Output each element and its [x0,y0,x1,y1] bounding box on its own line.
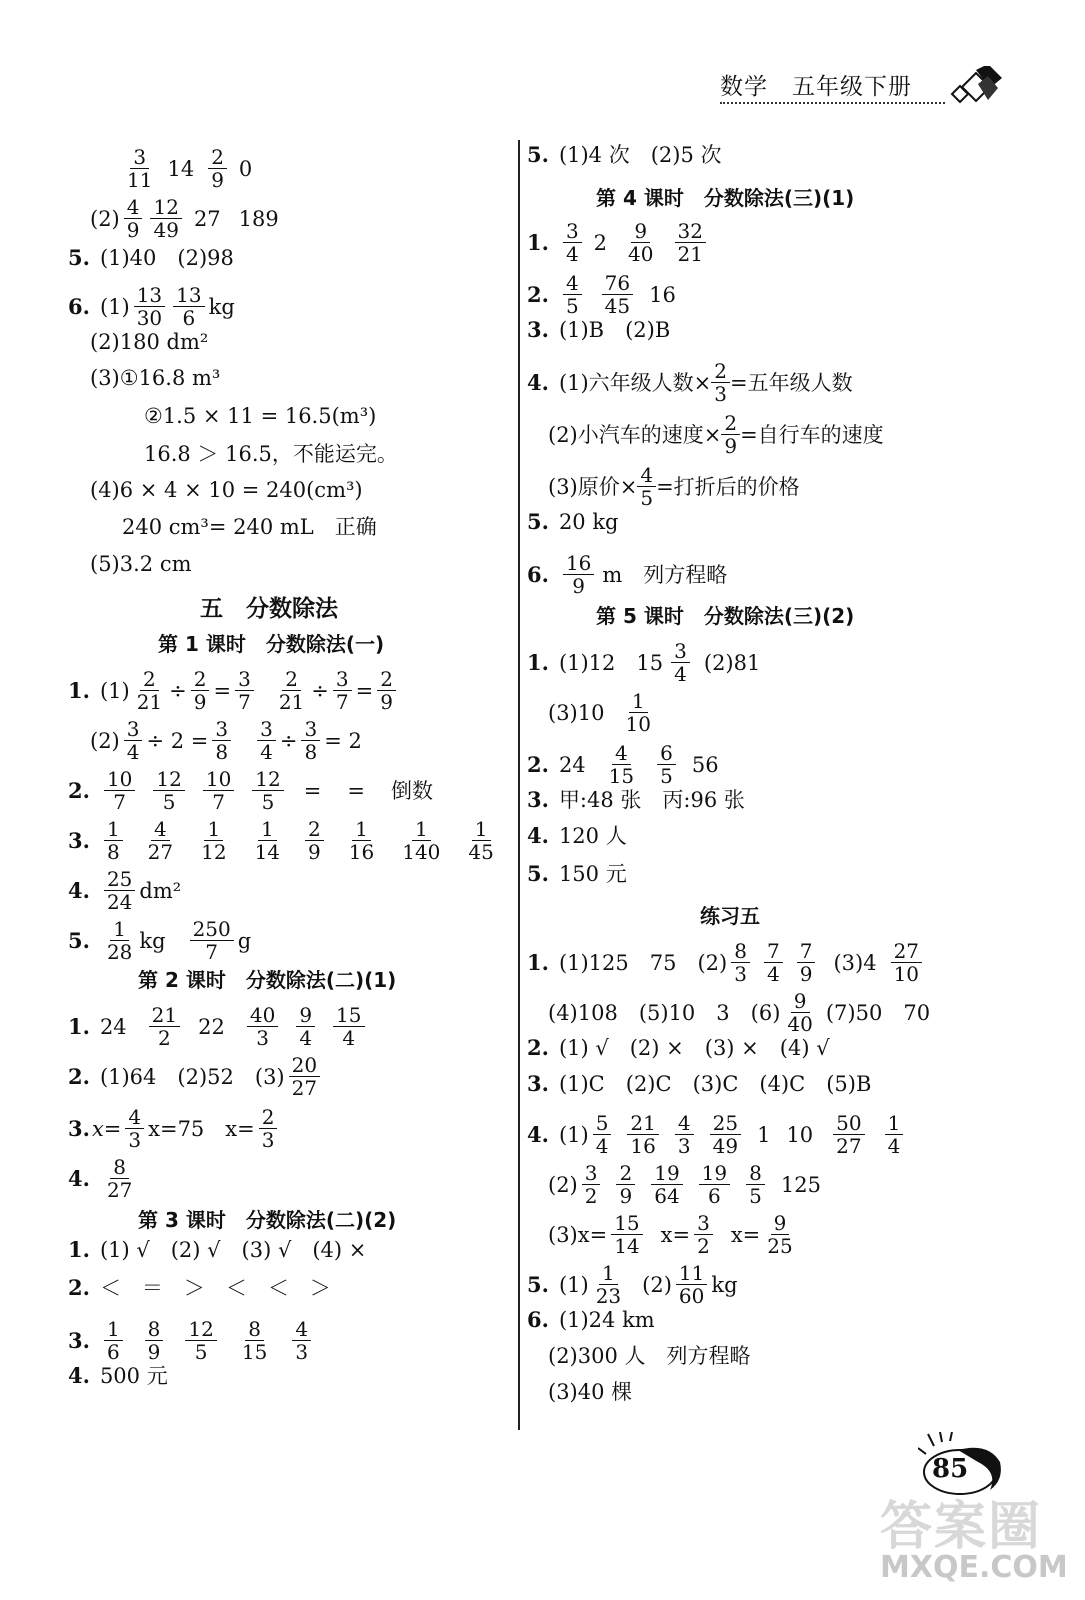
fraction: $\frac{16}{9}$ [563,552,594,597]
fraction: $\frac{8}{15}$ [241,1317,268,1364]
diamond-logo-icon [948,66,1004,108]
fraction: $\frac{3}{4}$ [257,718,276,763]
fraction: $\frac{2}{21}$ [278,667,305,714]
fraction: $\frac{2}{9}$ [305,818,324,863]
fraction: $\frac{2}{9}$ [208,146,227,191]
answer-line: 3. $\frac{1}{6}$ $\frac{8}{9}$ $\frac{12}{5}$ $\frac{8}{15}$ $\frac{4}{3}$ [68,1318,315,1363]
answer-line: $\frac{3}{11}$ 14 $\frac{2}{9}$ 0 [120,146,262,191]
fraction: $\frac{15}{14}$ [611,1212,642,1257]
fraction: $\frac{25}{49}$ [710,1112,741,1157]
fraction: $\frac{8}{27}$ [106,1155,133,1202]
answer-line: 2. $\frac{10}{7}$ $\frac{12}{5}$ $\frac{10}{7}$ $\frac{12}{5}$ = = 倒数 [68,767,433,814]
answer-line: 4. $\frac{8}{27}$ [68,1156,139,1201]
answer-line: 4. (1)六年级人数× $\frac{2}{3}$ =五年级人数 [527,359,853,406]
answer-line: (3)原价× $\frac{4}{5}$ =打折后的价格 [548,463,800,510]
fraction: $\frac{12}{5}$ [252,768,283,813]
fraction: $\frac{3}{4}$ [124,718,143,763]
fraction: $\frac{4}{15}$ [608,741,635,788]
column-divider [518,140,520,1430]
answer-line: 3. (1)C (2)C (3)C (4)C (5)B [527,1071,872,1096]
fraction: $\frac{2}{9}$ [721,412,740,457]
fraction: $\frac{50}{27}$ [833,1112,864,1157]
fraction: $\frac{3}{4}$ [563,220,582,265]
answer-line: (2) $\frac{4}{9}$ $\frac{12}{49}$ 27 189 [90,195,279,242]
fraction: $\frac{1}{4}$ [885,1112,904,1157]
fraction: $\frac{3}{7}$ [333,668,352,713]
fraction: $\frac{21}{2}$ [149,1004,180,1049]
fraction: $\frac{27}{10}$ [891,940,922,985]
fraction: $\frac{9}{25}$ [767,1211,793,1258]
watermark-text: 答案圈 [880,1497,1043,1557]
fraction: $\frac{19}{64}$ [651,1162,682,1207]
answer-line: (3)10 $\frac{1}{10}$ [548,690,658,735]
watermark-url: MXQE.COM [880,1550,1068,1585]
fraction: $\frac{21}{16}$ [627,1112,658,1157]
answer-line: 2. ＜ ＝ ＞ ＜ ＜ ＞ [68,1275,331,1300]
fraction: $\frac{1}{10}$ [625,689,651,736]
answer-line: 2. (1) √ (2) × (3) × (4) √ [527,1035,830,1060]
answer-line: (3)①16.8 m³ [90,366,221,390]
fraction: $\frac{9}{4}$ [296,1004,315,1049]
fraction: $\frac{6}{5}$ [657,742,676,787]
lesson-heading: 第 2 课时 分数除法(二)(1) [138,968,397,992]
answer-line: 3. x= $\frac{4}{3}$ x=75 x= $\frac{2}{3}$ [68,1106,281,1151]
fraction: $\frac{9}{40}$ [628,219,654,266]
fraction: $\frac{3}{11}$ [127,145,153,192]
fraction: $\frac{2}{3}$ [259,1106,278,1151]
fraction: $\frac{1}{12}$ [201,817,227,864]
fraction: $\frac{7}{9}$ [797,940,816,985]
lesson-heading: 第 1 课时 分数除法(一) [158,632,385,656]
fraction: $\frac{1}{14}$ [254,817,281,864]
fraction: $\frac{2}{3}$ [711,360,730,405]
answer-line: 4. 120 人 [527,823,627,848]
answer-line: 3. (1)B (2)B [527,317,671,342]
answer-line: ②1.5 × 11 = 16.5(m³) [144,404,377,428]
answer-line: 5. 150 元 [527,861,627,886]
fraction: $\frac{2}{9}$ [616,1162,635,1207]
answer-line: 1. (1)125 75 (2) $\frac{8}{3}$ $\frac{7}{4}$ $\frac{7}{9}$ (3)4 $\frac{27}{10}$ [527,940,926,985]
fraction: $\frac{8}{5}$ [746,1162,765,1207]
answer-line: 16.8 ＞ 16.5，不能运完。 [144,442,398,466]
lesson-heading: 第 4 课时 分数除法(三)(1) [596,186,855,210]
fraction: $\frac{9}{40}$ [787,989,813,1036]
answer-line: 5. (1)40 (2)98 [68,245,234,270]
answer-line: (3)40 棵 [548,1380,633,1404]
fraction: $\frac{3}{8}$ [301,718,320,763]
fraction: $\frac{1}{28}$ [106,917,133,964]
fraction: $\frac{3}{2}$ [694,1212,713,1257]
page-number: 85 [932,1454,969,1484]
answer-line: (2)小汽车的速度× $\frac{2}{9}$ =自行车的速度 [548,411,884,458]
answer-line: (2)180 dm² [90,330,209,354]
fraction: $\frac{1}{140}$ [402,817,441,864]
answer-line: 4. (1) $\frac{5}{4}$ $\frac{21}{16}$ $\frac{4}{3}$ $\frac{25}{49}$ 1 10 $\frac{50}{27}$ $\frac{1}{4}$ [527,1112,907,1157]
fraction: $\frac{3}{7}$ [235,668,254,713]
fraction: $\frac{2}{9}$ [191,668,210,713]
answer-line: 5. (1)4 次 (2)5 次 [527,142,722,167]
answer-line: (2) $\frac{3}{4}$ ÷ 2 = $\frac{3}{8}$ $\frac{3}{4}$ ÷ $\frac{3}{8}$ = 2 [90,717,362,764]
answer-line: (2) $\frac{3}{2}$ $\frac{2}{9}$ $\frac{19}{64}$ $\frac{19}{6}$ $\frac{8}{5}$ 125 [548,1161,821,1208]
fraction: $\frac{1}{16}$ [348,817,375,864]
fraction: $\frac{1}{8}$ [104,818,123,863]
fraction: $\frac{15}{4}$ [333,1004,364,1049]
fraction: $\frac{2}{9}$ [377,668,396,713]
fraction: $\frac{12}{5}$ [153,768,184,813]
watermark [880,1480,1080,1590]
fraction: $\frac{8}{3}$ [731,940,750,985]
fraction: $\frac{20}{27}$ [289,1054,320,1099]
fraction: $\frac{250}{7}$ [190,918,234,963]
answer-line: 2. $\frac{4}{5}$ $\frac{76}{45}$ 16 [527,271,676,318]
fraction: $\frac{4}{5}$ [637,464,656,509]
answer-line: 4. $\frac{25}{24}$ dm² [68,867,182,914]
answer-line: 1. (1)12 15 $\frac{3}{4}$ (2)81 [527,639,761,686]
exercise-heading: 练习五 [700,904,760,928]
answer-line: 5. (1) $\frac{1}{23}$ (2) $\frac{11}{60}$ kg [527,1261,738,1308]
fraction: $\frac{1}{6}$ [104,1318,123,1363]
lesson-heading: 第 5 课时 分数除法(三)(2) [596,604,855,628]
fraction: $\frac{12}{5}$ [185,1318,216,1363]
answer-line: 1. 24 $\frac{21}{2}$ 22 $\frac{40}{3}$ $\frac{9}{4}$ $\frac{15}{4}$ [68,1004,369,1049]
answer-line: 2. (1)64 (2)52 (3) $\frac{20}{27}$ [68,1054,324,1099]
fraction: $\frac{7}{4}$ [764,940,783,985]
answer-line: (4)108 (5)10 3 (6) $\frac{9}{40}$ (7)50 70 [548,989,931,1036]
lesson-heading: 第 3 课时 分数除法(二)(2) [138,1208,397,1232]
fraction: $\frac{40}{3}$ [247,1004,278,1049]
answer-line: 5. $\frac{1}{28}$ kg $\frac{250}{7}$ g [68,917,252,964]
fraction: $\frac{13}{30}$ [134,284,165,329]
fraction: $\frac{4}{3}$ [125,1106,144,1151]
fraction: $\frac{8}{9}$ [145,1318,164,1363]
book-title: 数学 五年级下册 [720,74,912,100]
fraction: $\frac{10}{7}$ [203,768,234,813]
answer-line: 1. $\frac{3}{4}$ 2 $\frac{9}{40}$ $\frac{32}{21}$ [527,220,710,265]
fraction: $\frac{4}{3}$ [675,1112,694,1157]
answer-line: 240 cm³= 240 mL 正确 [122,515,377,539]
fraction: $\frac{4}{27}$ [147,817,174,864]
fraction: $\frac{76}{45}$ [602,272,633,317]
answer-line: (4)6 × 4 × 10 = 240(cm³) [90,478,363,502]
answer-line: 3. 甲:48 张 丙:96 张 [527,787,745,812]
answer-line: (2)300 人 列方程略 [548,1344,751,1368]
answer-line: 1. (1) $\frac{2}{21}$ ÷ $\frac{2}{9}$ = $\frac{3}{7}$ $\frac{2}{21}$ ÷ $\frac{3}{7}$ = $\frac{2}{9}$ [68,668,400,713]
fraction: $\frac{3}{2}$ [582,1162,601,1207]
fraction: $\frac{13}{6}$ [173,284,204,329]
fraction: $\frac{4}{3}$ [292,1318,311,1363]
fraction: $\frac{1}{45}$ [468,817,494,864]
answer-line: 6. (1) $\frac{13}{30}$ $\frac{13}{6}$ kg [68,283,235,330]
answer-line: 2. 24 $\frac{4}{15}$ $\frac{6}{5}$ 56 [527,741,719,788]
fraction: $\frac{19}{6}$ [699,1162,730,1207]
answer-line: 6. $\frac{16}{9}$ m 列方程略 [527,551,728,598]
answer-line: 1. (1) √ (2) √ (3) √ (4) × [68,1237,367,1262]
answer-line: 6. (1)24 km [527,1307,655,1332]
fraction: $\frac{11}{60}$ [676,1262,707,1307]
fraction: $\frac{3}{4}$ [671,640,690,685]
fraction: $\frac{1}{23}$ [595,1261,622,1308]
answer-line: 4. 500 元 [68,1363,168,1388]
fraction: $\frac{10}{7}$ [104,768,135,813]
header-dotted-rule [720,102,945,104]
page-header [720,62,950,108]
fraction: $\frac{4}{5}$ [563,272,582,317]
fraction: $\frac{5}{4}$ [593,1112,612,1157]
fraction: $\frac{2}{21}$ [136,667,163,714]
answer-line: (3)x= $\frac{15}{14}$ x= $\frac{3}{2}$ x= $\frac{9}{25}$ [548,1212,800,1257]
fraction: $\frac{4}{9}$ [124,196,143,241]
answer-line: 3. $\frac{1}{8}$ $\frac{4}{27}$ $\frac{1}{12}$ $\frac{1}{14}$ $\frac{2}{9}$ $\frac{1}{16}$ $\frac{1}{140}$ $\frac{1}{45}$ [68,818,501,863]
unit-title: 五 分数除法 [200,596,338,622]
fraction: $\frac{32}{21}$ [675,220,706,265]
fraction: $\frac{25}{24}$ [104,868,135,913]
answer-line: (5)3.2 cm [90,552,192,576]
fraction: $\frac{3}{8}$ [212,718,231,763]
answer-line: 5. 20 kg [527,509,619,534]
fraction: $\frac{12}{49}$ [150,196,181,241]
